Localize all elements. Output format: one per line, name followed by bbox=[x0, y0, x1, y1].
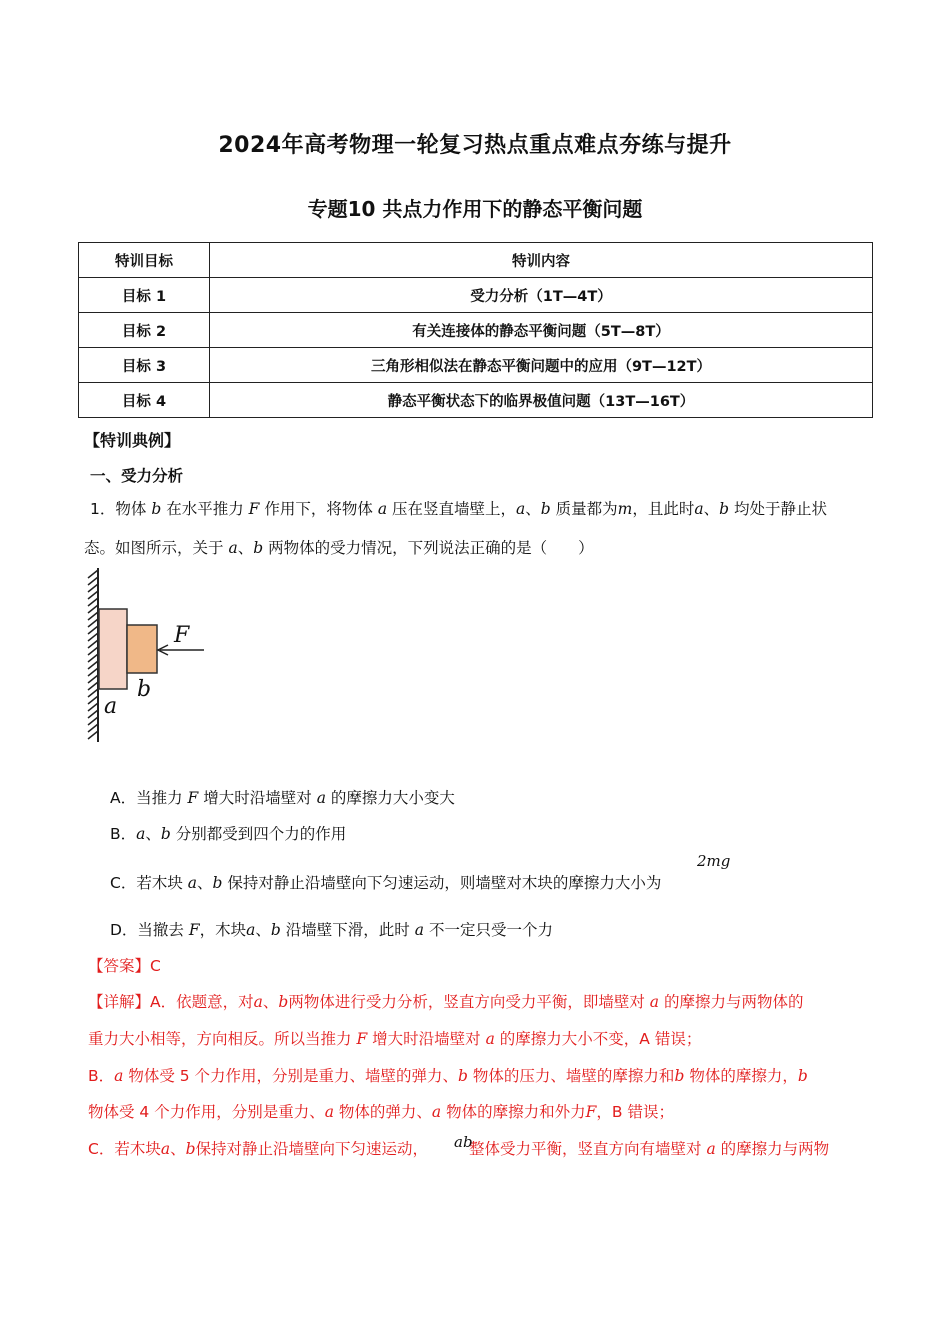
var: a bbox=[160, 1140, 171, 1158]
formula-2mg: 2mg bbox=[697, 852, 731, 870]
table-cell-target: 目标 2 bbox=[79, 313, 210, 348]
text: 的摩擦力大小不变，A 错误； bbox=[499, 1030, 702, 1048]
var: b bbox=[160, 825, 171, 843]
text: 、 bbox=[170, 1140, 186, 1158]
training-targets-table bbox=[78, 242, 873, 418]
answer-line bbox=[88, 954, 161, 976]
text: 、 bbox=[197, 874, 213, 892]
question-line-2 bbox=[84, 536, 594, 558]
var: b bbox=[212, 874, 223, 892]
text: 【详解】A．依题意，对 bbox=[88, 993, 254, 1011]
var: F bbox=[585, 1103, 597, 1121]
hatch-line bbox=[88, 591, 98, 599]
var: a bbox=[431, 1103, 442, 1121]
text: 、 bbox=[703, 500, 720, 518]
table-row bbox=[79, 278, 873, 313]
var: b bbox=[540, 500, 551, 518]
text: 物体 bbox=[115, 500, 147, 518]
var: b bbox=[151, 500, 162, 518]
block-b bbox=[127, 625, 157, 673]
var: a bbox=[136, 825, 146, 843]
hatch-line bbox=[88, 675, 98, 683]
answer-label: 【答案】 bbox=[88, 957, 151, 975]
var: a bbox=[316, 789, 326, 807]
question-number: 1． bbox=[90, 500, 116, 518]
table-cell-content: 静态平衡状态下的临界极值问题（13T—16T） bbox=[210, 383, 873, 418]
hatch-line bbox=[88, 577, 98, 585]
text: 、 bbox=[145, 825, 161, 843]
var: a bbox=[187, 874, 198, 892]
text: 整体受力平衡，竖直方向有墙壁对 bbox=[468, 1140, 702, 1158]
text: 增大时沿墙壁对 bbox=[203, 789, 312, 807]
text: 压在竖直墙壁上， bbox=[392, 500, 517, 518]
text: 物体受 4 个力作用，分别是重力、 bbox=[88, 1103, 325, 1121]
hatch-line bbox=[88, 605, 98, 613]
question-line-1 bbox=[90, 497, 827, 519]
text: 作用下，将物体 bbox=[264, 500, 373, 518]
text: C．若木块 bbox=[110, 874, 183, 892]
text: 物体受 5 个力作用，分别是重力、墙壁的弹力、 bbox=[128, 1067, 459, 1085]
hatch-line bbox=[88, 654, 98, 662]
explanation-line-2 bbox=[88, 1027, 701, 1049]
var: F bbox=[356, 1030, 368, 1048]
text: ，且此时 bbox=[632, 500, 695, 518]
block-a bbox=[99, 609, 127, 689]
text: 保持对静止沿墙壁向下匀速运动， bbox=[195, 1140, 429, 1158]
text: 物体的摩擦力， bbox=[689, 1067, 798, 1085]
hatch-line bbox=[88, 710, 98, 718]
table-cell-target: 目标 3 bbox=[79, 348, 210, 383]
text: 两物体的受力情况，下列说法正确的是（ ） bbox=[268, 539, 594, 557]
text: ，B 错误； bbox=[596, 1103, 674, 1121]
force-diagram-figure bbox=[84, 566, 214, 746]
var: a bbox=[516, 500, 526, 518]
hatch-line bbox=[88, 619, 98, 627]
var: a bbox=[377, 500, 388, 518]
hatch-line bbox=[88, 661, 98, 669]
var: a bbox=[324, 1103, 334, 1121]
answer-value: C bbox=[150, 957, 161, 975]
var: F bbox=[187, 789, 199, 807]
text: 的摩擦力大小变大 bbox=[330, 789, 455, 807]
hatch-line bbox=[88, 647, 98, 655]
var: b bbox=[458, 1067, 468, 1085]
var: b bbox=[674, 1067, 685, 1085]
explanation-line-1 bbox=[88, 990, 803, 1012]
table-row bbox=[79, 383, 873, 418]
text: 不一定只受一个力 bbox=[428, 921, 553, 939]
table-cell-content: 有关连接体的静态平衡问题（5T—8T） bbox=[210, 313, 873, 348]
var: a bbox=[706, 1140, 716, 1158]
text: 在水平推力 bbox=[166, 500, 244, 518]
table-cell-content: 三角形相似法在静态平衡问题中的应用（9T—12T） bbox=[210, 348, 873, 383]
text: 两物体进行受力分析，竖直方向受力平衡，即墙壁对 bbox=[288, 993, 645, 1011]
text: C．若木块 bbox=[88, 1140, 161, 1158]
var: a bbox=[246, 921, 256, 939]
wall-hatching bbox=[88, 568, 98, 742]
hatch-line bbox=[88, 633, 98, 641]
text: B． bbox=[110, 825, 137, 843]
text: 、 bbox=[262, 993, 279, 1011]
text: 物体的摩擦力和外力 bbox=[446, 1103, 586, 1121]
var: a bbox=[649, 993, 660, 1011]
table-cell-content: 受力分析（1T—4T） bbox=[210, 278, 873, 313]
var: F bbox=[248, 500, 260, 518]
block-a-label: a bbox=[104, 694, 118, 719]
text: 重力大小相等，方向相反。所以当推力 bbox=[88, 1030, 352, 1048]
table-cell-target: 目标 1 bbox=[79, 278, 210, 313]
table-row bbox=[79, 348, 873, 383]
var: b bbox=[278, 993, 289, 1011]
hatch-line bbox=[88, 717, 98, 725]
text: 物体的压力、墙壁的摩擦力和 bbox=[472, 1067, 675, 1085]
hatch-line bbox=[88, 626, 98, 634]
explanation-line-4 bbox=[88, 1100, 674, 1122]
text: 的摩擦力与两物 bbox=[720, 1140, 830, 1158]
text: 质量都为 bbox=[555, 500, 618, 518]
hatch-line bbox=[88, 570, 98, 578]
var: F bbox=[188, 921, 200, 939]
text: B． bbox=[88, 1067, 115, 1085]
var: b bbox=[719, 500, 730, 518]
block-b-label: b bbox=[137, 677, 152, 702]
document-title: 2024年高考物理一轮复习热点重点难点夯练与提升 bbox=[218, 133, 732, 158]
table-cell-target: 目标 4 bbox=[79, 383, 210, 418]
table-header-target: 特训目标 bbox=[79, 243, 210, 278]
text: 物体的弹力、 bbox=[338, 1103, 432, 1121]
text: 保持对静止沿墙壁向下匀速运动，则墙壁对木块的摩擦力大小为 bbox=[227, 874, 662, 892]
var: a bbox=[228, 539, 238, 557]
option-a bbox=[110, 786, 455, 808]
var: a bbox=[114, 1067, 124, 1085]
hatch-line bbox=[88, 724, 98, 732]
hatch-line bbox=[88, 696, 98, 704]
text: A．当推力 bbox=[110, 789, 183, 807]
hatch-line bbox=[88, 703, 98, 711]
force-label: F bbox=[174, 623, 190, 648]
option-d bbox=[110, 918, 553, 940]
table-header-row bbox=[79, 243, 873, 278]
option-c bbox=[110, 871, 661, 893]
option-b bbox=[110, 822, 346, 844]
text: 均处于静止状 bbox=[734, 500, 828, 518]
text: 、 bbox=[525, 500, 541, 518]
hatch-line bbox=[88, 731, 98, 739]
topic-subtitle: 专题10 共点力作用下的静态平衡问题 bbox=[307, 197, 643, 221]
text: 沿墙壁下滑，此时 bbox=[285, 921, 410, 939]
formula-ab: ab bbox=[454, 1133, 473, 1151]
text: 的摩擦力与两物体的 bbox=[663, 993, 804, 1011]
var: a bbox=[694, 500, 704, 518]
var: b bbox=[185, 1140, 196, 1158]
var: b bbox=[797, 1067, 808, 1085]
text: 增大时沿墙壁对 bbox=[372, 1030, 481, 1048]
hatch-line bbox=[88, 640, 98, 648]
hatch-line bbox=[88, 598, 98, 606]
table-row bbox=[79, 313, 873, 348]
text: 、 bbox=[237, 539, 254, 557]
var: a bbox=[485, 1030, 495, 1048]
text: 、 bbox=[255, 921, 271, 939]
hatch-line bbox=[88, 689, 98, 697]
var: a bbox=[414, 921, 424, 939]
subsection-heading: 一、受力分析 bbox=[90, 467, 184, 485]
var: b bbox=[253, 539, 264, 557]
var: a bbox=[253, 993, 263, 1011]
var: m bbox=[617, 500, 633, 518]
text: ，木块 bbox=[199, 921, 247, 939]
text: 分别都受到四个力的作用 bbox=[175, 825, 347, 843]
hatch-line bbox=[88, 668, 98, 676]
section-heading: 【特训典例】 bbox=[84, 431, 181, 450]
hatch-line bbox=[88, 682, 98, 690]
text: 态。如图所示，关于 bbox=[84, 539, 224, 557]
hatch-line bbox=[88, 584, 98, 592]
hatch-line bbox=[88, 612, 98, 620]
text: D．当撤去 bbox=[110, 921, 184, 939]
var: b bbox=[270, 921, 281, 939]
explanation-line-3 bbox=[88, 1064, 808, 1086]
table-header-content: 特训内容 bbox=[210, 243, 873, 278]
